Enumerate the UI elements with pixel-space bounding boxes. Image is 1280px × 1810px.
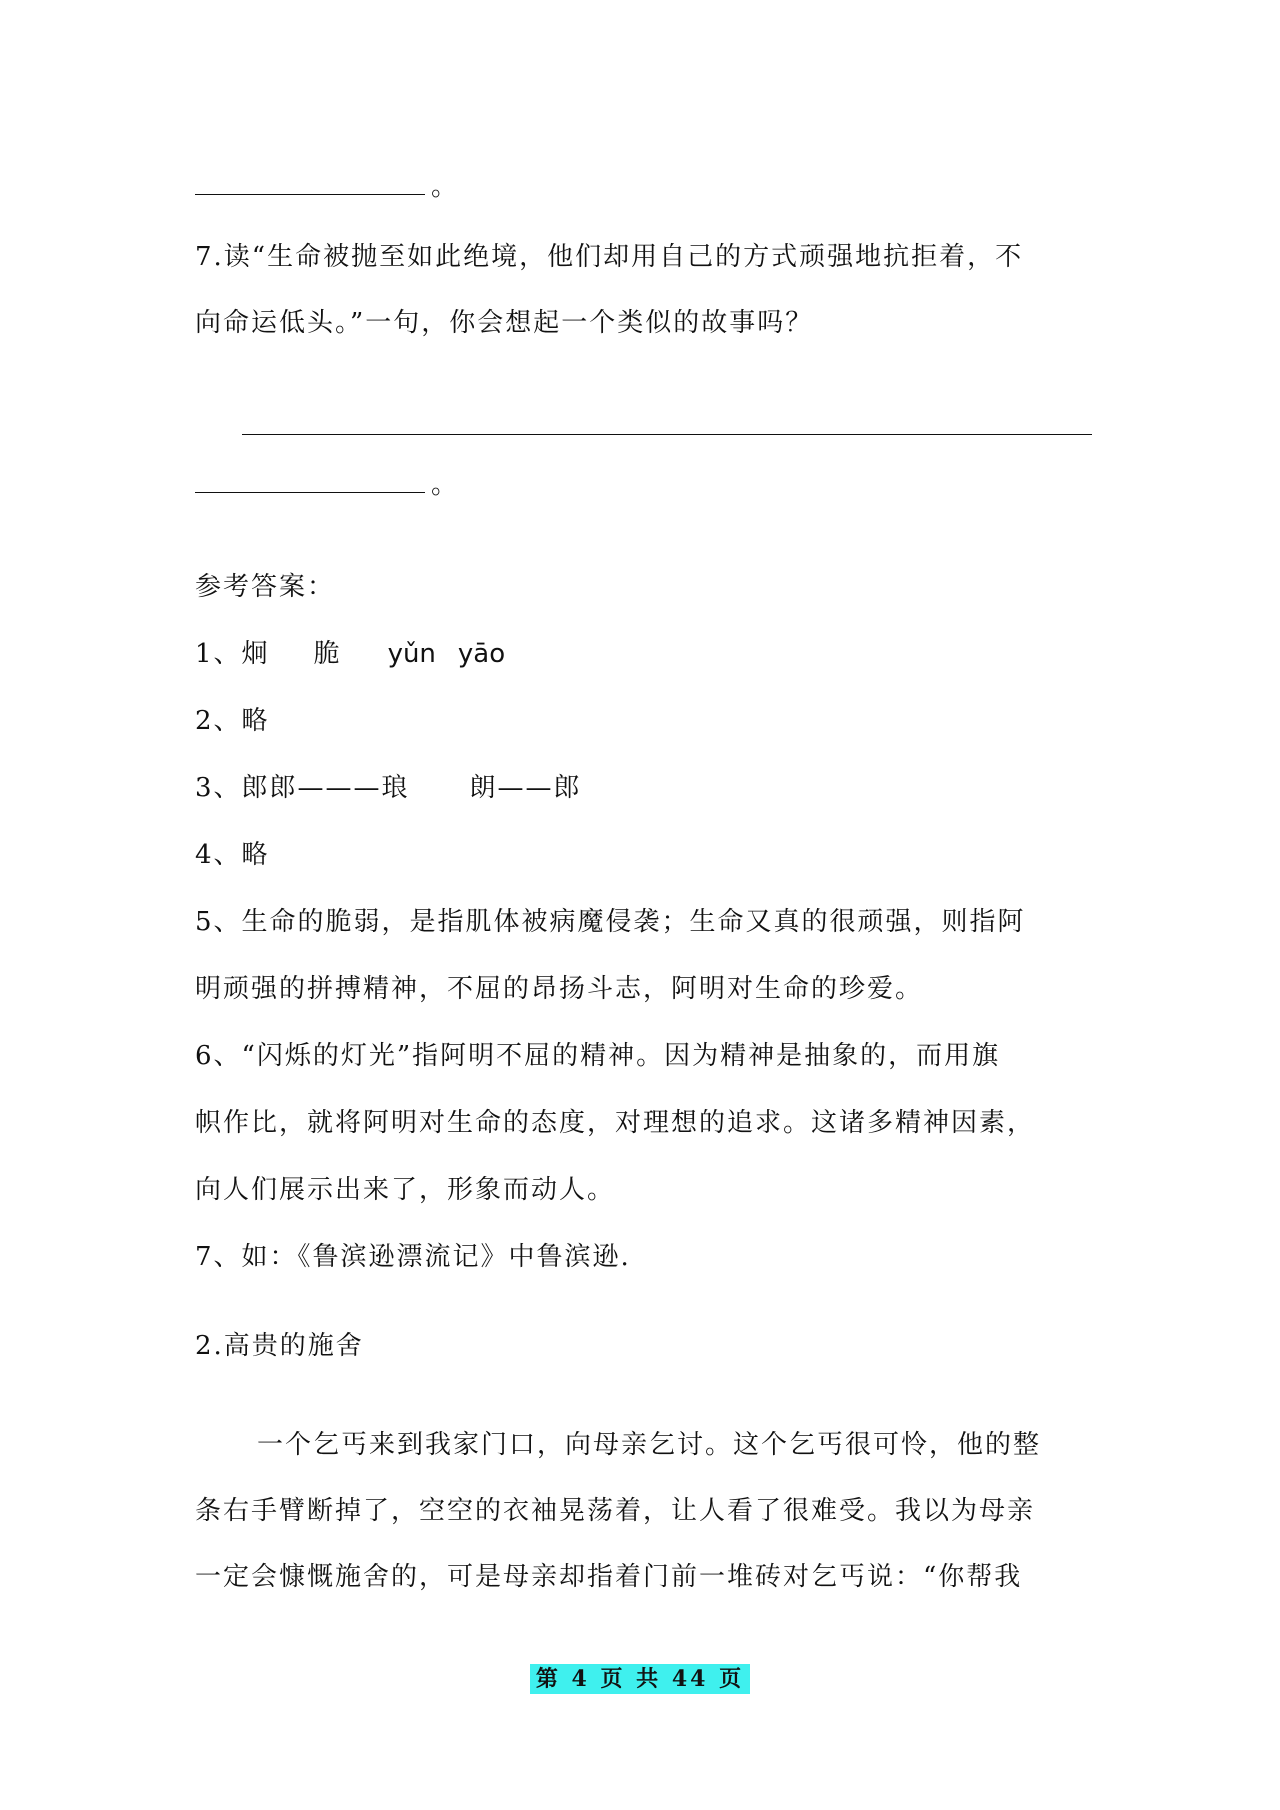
question-7-line-1: 7.读“生命被抛至如此绝境，他们却用自己的方式顽强地抗拒着，不 xyxy=(195,242,1024,272)
answer-1 xyxy=(195,637,505,671)
answer-blank-line-1 xyxy=(195,170,459,204)
answer-1-d: yāo xyxy=(457,639,506,669)
answer-3-b: 朗——郎 xyxy=(469,773,582,803)
question-7-line-2: 向命运低头。”一句，你会想起一个类似的故事吗？ xyxy=(195,308,814,338)
page-footer xyxy=(0,1664,1280,1694)
answer-3 xyxy=(195,771,582,805)
answer-2: 2、略 xyxy=(195,706,270,736)
section-2-para-line-1: 一个乞丐来到我家门口，向母亲乞讨。这个乞丐很可怜，他的整 xyxy=(257,1430,1042,1460)
answer-blank-line-2 xyxy=(195,468,459,502)
blank-period: 。 xyxy=(431,172,460,202)
section-2-para-line-3: 一定会慷慨施舍的，可是母亲却指着门前一堆砖对乞丐说：“你帮我 xyxy=(195,1562,1023,1592)
page-number: 第 4 页 共 44 页 xyxy=(530,1664,750,1694)
answer-blank-long[interactable] xyxy=(242,434,1092,435)
answer-3-a: 3、郎郎———琅 xyxy=(195,773,410,803)
answer-4: 4、略 xyxy=(195,840,270,870)
answer-6-line-1: 6、“闪烁的灯光”指阿明不屈的精神。因为精神是抽象的，而用旗 xyxy=(195,1041,1001,1071)
answer-6-line-2: 帜作比，就将阿明对生命的态度，对理想的追求。这诸多精神因素， xyxy=(195,1108,1036,1138)
answer-1-b: 脆 xyxy=(313,639,342,669)
answer-1-c: yǔn xyxy=(387,639,436,669)
answer-5-line-2: 明顽强的拼搏精神，不屈的昂扬斗志，阿明对生命的珍爱。 xyxy=(195,974,924,1004)
answers-heading: 参考答案： xyxy=(195,572,336,602)
answer-blank[interactable] xyxy=(195,468,425,493)
answer-5-line-1: 5、生命的脆弱，是指肌体被病魔侵袭；生命又真的很顽强，则指阿 xyxy=(195,907,1026,937)
section-2-title: 2.高贵的施舍 xyxy=(195,1331,364,1361)
answer-6-line-3: 向人们展示出来了，形象而动人。 xyxy=(195,1175,616,1205)
answer-blank[interactable] xyxy=(195,170,425,195)
blank-period: 。 xyxy=(431,470,460,500)
answer-1-a: 1、炯 xyxy=(195,639,270,669)
answer-7: 7、如：《鲁滨逊漂流记》中鲁滨逊. xyxy=(195,1242,631,1272)
section-2-para-line-2: 条右手臂断掉了，空空的衣袖晃荡着，让人看了很难受。我以为母亲 xyxy=(195,1496,1036,1526)
